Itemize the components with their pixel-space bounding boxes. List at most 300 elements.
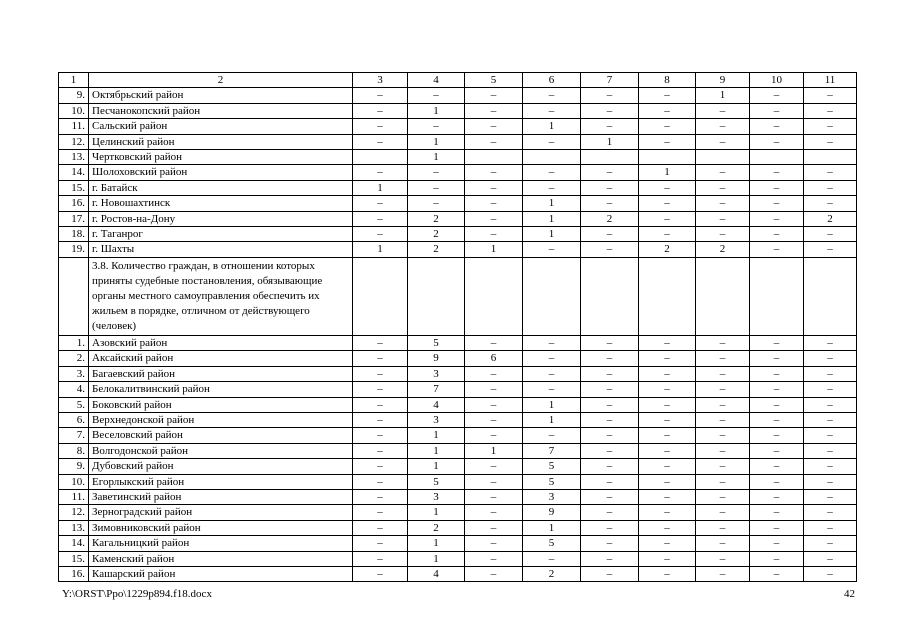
- value-cell: –: [696, 443, 750, 458]
- value-cell: [696, 150, 750, 165]
- value-cell: 2: [408, 242, 465, 257]
- value-cell: –: [639, 382, 696, 397]
- value-cell: –: [696, 366, 750, 381]
- value-cell: –: [804, 165, 857, 180]
- row-number: 13.: [59, 150, 89, 165]
- value-cell: –: [353, 103, 408, 118]
- value-cell: –: [523, 551, 581, 566]
- value-cell: –: [581, 88, 639, 103]
- table-row: [59, 227, 857, 242]
- row-name: Боковский район: [89, 397, 353, 412]
- value-cell: –: [804, 397, 857, 412]
- value-cell: –: [581, 103, 639, 118]
- row-number: [59, 257, 89, 335]
- value-cell: –: [353, 335, 408, 350]
- value-cell: 3: [408, 412, 465, 427]
- table-row: [59, 412, 857, 427]
- row-name: Целинский район: [89, 134, 353, 149]
- value-cell: –: [465, 536, 523, 551]
- value-cell: 1: [353, 242, 408, 257]
- value-cell: –: [581, 180, 639, 195]
- value-cell: –: [353, 489, 408, 504]
- value-cell: –: [696, 397, 750, 412]
- value-cell: –: [750, 88, 804, 103]
- value-cell: [581, 150, 639, 165]
- value-cell: –: [581, 459, 639, 474]
- table-row: [59, 211, 857, 226]
- value-cell: –: [639, 474, 696, 489]
- value-cell: [639, 150, 696, 165]
- value-cell: –: [639, 536, 696, 551]
- value-cell: –: [639, 489, 696, 504]
- value-cell: –: [465, 505, 523, 520]
- value-cell: –: [750, 474, 804, 489]
- value-cell: –: [353, 382, 408, 397]
- column-number: 10: [750, 73, 804, 88]
- value-cell: –: [353, 505, 408, 520]
- value-cell: –: [465, 103, 523, 118]
- value-cell: –: [581, 489, 639, 504]
- value-cell: –: [523, 382, 581, 397]
- value-cell: –: [465, 335, 523, 350]
- value-cell: –: [750, 505, 804, 520]
- value-cell: –: [465, 211, 523, 226]
- value-cell: [523, 257, 581, 335]
- value-cell: –: [696, 474, 750, 489]
- value-cell: –: [581, 165, 639, 180]
- row-number: 12.: [59, 505, 89, 520]
- value-cell: 1: [408, 150, 465, 165]
- value-cell: –: [804, 103, 857, 118]
- value-cell: –: [639, 412, 696, 427]
- row-name: Шолоховский район: [89, 165, 353, 180]
- value-cell: –: [408, 119, 465, 134]
- value-cell: –: [523, 366, 581, 381]
- value-cell: 1: [408, 134, 465, 149]
- row-name: Егорлыкский район: [89, 474, 353, 489]
- table-row: [59, 366, 857, 381]
- section-title: 3.8. Количество граждан, в отношении которых приняты судебные постановления, обязывающие органы местного самоуправления обеспечить их жильем в порядке, отличном от действующего (человек): [89, 257, 353, 335]
- value-cell: 1: [523, 412, 581, 427]
- row-number: 9.: [59, 459, 89, 474]
- row-name: г. Таганрог: [89, 227, 353, 242]
- value-cell: –: [804, 366, 857, 381]
- section-heading-row: [59, 257, 857, 335]
- value-cell: –: [804, 134, 857, 149]
- row-number: 12.: [59, 134, 89, 149]
- value-cell: 1: [523, 211, 581, 226]
- value-cell: –: [465, 551, 523, 566]
- value-cell: –: [581, 520, 639, 535]
- value-cell: –: [581, 474, 639, 489]
- value-cell: –: [581, 227, 639, 242]
- value-cell: –: [581, 536, 639, 551]
- value-cell: –: [696, 180, 750, 195]
- value-cell: [804, 150, 857, 165]
- value-cell: –: [581, 196, 639, 211]
- value-cell: –: [696, 382, 750, 397]
- value-cell: –: [696, 551, 750, 566]
- value-cell: –: [696, 489, 750, 504]
- value-cell: –: [353, 119, 408, 134]
- value-cell: –: [353, 566, 408, 581]
- value-cell: 1: [523, 119, 581, 134]
- column-number: 2: [89, 73, 353, 88]
- value-cell: [408, 257, 465, 335]
- value-cell: –: [523, 165, 581, 180]
- row-number: 4.: [59, 382, 89, 397]
- value-cell: –: [696, 351, 750, 366]
- value-cell: –: [581, 382, 639, 397]
- table-row: [59, 397, 857, 412]
- value-cell: –: [750, 566, 804, 581]
- value-cell: –: [804, 382, 857, 397]
- value-cell: –: [639, 366, 696, 381]
- value-cell: –: [750, 242, 804, 257]
- value-cell: 5: [523, 474, 581, 489]
- value-cell: –: [581, 397, 639, 412]
- value-cell: –: [353, 551, 408, 566]
- value-cell: –: [581, 505, 639, 520]
- row-number: 10.: [59, 103, 89, 118]
- value-cell: –: [465, 474, 523, 489]
- column-number: 4: [408, 73, 465, 88]
- value-cell: –: [523, 88, 581, 103]
- row-name: Верхнедонской район: [89, 412, 353, 427]
- value-cell: –: [804, 412, 857, 427]
- row-number: 15.: [59, 180, 89, 195]
- row-number: 2.: [59, 351, 89, 366]
- value-cell: –: [750, 443, 804, 458]
- value-cell: –: [581, 412, 639, 427]
- table-row: [59, 242, 857, 257]
- value-cell: 2: [408, 227, 465, 242]
- value-cell: –: [696, 428, 750, 443]
- value-cell: 4: [408, 566, 465, 581]
- value-cell: –: [696, 165, 750, 180]
- value-cell: –: [750, 412, 804, 427]
- table-row: [59, 150, 857, 165]
- table-row: [59, 536, 857, 551]
- value-cell: –: [353, 196, 408, 211]
- value-cell: 2: [696, 242, 750, 257]
- value-cell: –: [750, 397, 804, 412]
- value-cell: [353, 257, 408, 335]
- table-row: [59, 505, 857, 520]
- table-row: [59, 165, 857, 180]
- value-cell: –: [523, 103, 581, 118]
- table-body: [59, 73, 857, 582]
- value-cell: –: [750, 196, 804, 211]
- value-cell: –: [750, 211, 804, 226]
- value-cell: –: [696, 459, 750, 474]
- row-name: Азовский район: [89, 335, 353, 350]
- row-number: 19.: [59, 242, 89, 257]
- column-number: 1: [59, 73, 89, 88]
- value-cell: –: [696, 227, 750, 242]
- column-number: 9: [696, 73, 750, 88]
- table-row: [59, 459, 857, 474]
- row-number: 17.: [59, 211, 89, 226]
- value-cell: –: [581, 566, 639, 581]
- table-row: [59, 566, 857, 581]
- value-cell: 4: [408, 397, 465, 412]
- row-name: г. Батайск: [89, 180, 353, 195]
- value-cell: –: [408, 165, 465, 180]
- row-number: 13.: [59, 520, 89, 535]
- value-cell: –: [465, 489, 523, 504]
- value-cell: 1: [408, 443, 465, 458]
- value-cell: –: [804, 474, 857, 489]
- value-cell: –: [750, 551, 804, 566]
- value-cell: –: [523, 242, 581, 257]
- value-cell: –: [353, 227, 408, 242]
- value-cell: 1: [696, 88, 750, 103]
- value-cell: –: [804, 520, 857, 535]
- value-cell: –: [696, 536, 750, 551]
- table-row: [59, 443, 857, 458]
- row-number: 8.: [59, 443, 89, 458]
- value-cell: –: [639, 459, 696, 474]
- value-cell: –: [465, 397, 523, 412]
- value-cell: –: [804, 180, 857, 195]
- row-number: 1.: [59, 335, 89, 350]
- value-cell: –: [804, 505, 857, 520]
- row-number: 15.: [59, 551, 89, 566]
- value-cell: –: [408, 180, 465, 195]
- column-number: 5: [465, 73, 523, 88]
- value-cell: 1: [408, 536, 465, 551]
- value-cell: [465, 150, 523, 165]
- value-cell: 1: [523, 196, 581, 211]
- row-name: Аксайский район: [89, 351, 353, 366]
- value-cell: –: [750, 520, 804, 535]
- value-cell: –: [639, 397, 696, 412]
- value-cell: 7: [523, 443, 581, 458]
- row-name: г. Новошахтинск: [89, 196, 353, 211]
- value-cell: –: [353, 459, 408, 474]
- value-cell: –: [465, 196, 523, 211]
- value-cell: –: [353, 397, 408, 412]
- value-cell: –: [465, 134, 523, 149]
- value-cell: –: [465, 520, 523, 535]
- value-cell: [696, 257, 750, 335]
- table-row: [59, 489, 857, 504]
- value-cell: –: [408, 88, 465, 103]
- value-cell: –: [639, 211, 696, 226]
- value-cell: –: [465, 566, 523, 581]
- value-cell: 5: [523, 536, 581, 551]
- value-cell: –: [804, 551, 857, 566]
- value-cell: –: [750, 536, 804, 551]
- value-cell: –: [804, 459, 857, 474]
- value-cell: –: [750, 227, 804, 242]
- value-cell: 1: [408, 103, 465, 118]
- value-cell: –: [581, 119, 639, 134]
- row-number: 3.: [59, 366, 89, 381]
- value-cell: –: [523, 428, 581, 443]
- value-cell: 3: [523, 489, 581, 504]
- value-cell: 2: [408, 211, 465, 226]
- value-cell: [465, 257, 523, 335]
- table-row: [59, 351, 857, 366]
- value-cell: –: [465, 412, 523, 427]
- value-cell: –: [353, 211, 408, 226]
- value-cell: [523, 150, 581, 165]
- value-cell: 1: [465, 443, 523, 458]
- row-name: г. Шахты: [89, 242, 353, 257]
- value-cell: –: [523, 351, 581, 366]
- value-cell: 5: [408, 335, 465, 350]
- row-number: 5.: [59, 397, 89, 412]
- value-cell: –: [804, 536, 857, 551]
- value-cell: [353, 150, 408, 165]
- value-cell: –: [353, 88, 408, 103]
- value-cell: 1: [523, 397, 581, 412]
- row-name: Заветинский район: [89, 489, 353, 504]
- value-cell: 2: [804, 211, 857, 226]
- row-name: Октябрьский район: [89, 88, 353, 103]
- table-row: [59, 551, 857, 566]
- value-cell: –: [696, 505, 750, 520]
- column-number: 11: [804, 73, 857, 88]
- value-cell: –: [639, 520, 696, 535]
- value-cell: –: [353, 351, 408, 366]
- row-number: 11.: [59, 119, 89, 134]
- table-row: [59, 520, 857, 535]
- value-cell: 9: [408, 351, 465, 366]
- value-cell: –: [353, 165, 408, 180]
- row-number: 14.: [59, 165, 89, 180]
- value-cell: –: [750, 119, 804, 134]
- value-cell: –: [581, 335, 639, 350]
- value-cell: –: [581, 443, 639, 458]
- value-cell: –: [581, 351, 639, 366]
- row-name: Волгодонской район: [89, 443, 353, 458]
- statistics-table: [58, 72, 857, 582]
- value-cell: –: [523, 335, 581, 350]
- value-cell: –: [750, 489, 804, 504]
- value-cell: –: [804, 88, 857, 103]
- value-cell: –: [696, 196, 750, 211]
- value-cell: 1: [408, 428, 465, 443]
- row-name: Зимовниковский район: [89, 520, 353, 535]
- value-cell: –: [465, 459, 523, 474]
- value-cell: 2: [523, 566, 581, 581]
- value-cell: –: [639, 196, 696, 211]
- value-cell: –: [804, 119, 857, 134]
- row-name: Кагальницкий район: [89, 536, 353, 551]
- row-number: 10.: [59, 474, 89, 489]
- value-cell: 5: [523, 459, 581, 474]
- row-name: г. Ростов-на-Дону: [89, 211, 353, 226]
- value-cell: –: [465, 88, 523, 103]
- value-cell: 1: [353, 180, 408, 195]
- value-cell: –: [639, 180, 696, 195]
- value-cell: [804, 257, 857, 335]
- value-cell: –: [750, 165, 804, 180]
- value-cell: –: [804, 489, 857, 504]
- value-cell: –: [639, 227, 696, 242]
- value-cell: –: [465, 428, 523, 443]
- value-cell: 2: [581, 211, 639, 226]
- value-cell: 1: [465, 242, 523, 257]
- value-cell: 3: [408, 489, 465, 504]
- column-number: 8: [639, 73, 696, 88]
- row-number: 9.: [59, 88, 89, 103]
- row-name: Каменский район: [89, 551, 353, 566]
- value-cell: 1: [639, 165, 696, 180]
- value-cell: –: [750, 103, 804, 118]
- value-cell: –: [353, 412, 408, 427]
- value-cell: –: [639, 134, 696, 149]
- value-cell: –: [353, 366, 408, 381]
- value-cell: [581, 257, 639, 335]
- table-row: [59, 335, 857, 350]
- table-row: [59, 382, 857, 397]
- row-number: 18.: [59, 227, 89, 242]
- table-row: [59, 88, 857, 103]
- value-cell: –: [696, 134, 750, 149]
- value-cell: –: [639, 566, 696, 581]
- value-cell: 9: [523, 505, 581, 520]
- value-cell: –: [465, 165, 523, 180]
- value-cell: –: [639, 443, 696, 458]
- value-cell: –: [581, 366, 639, 381]
- value-cell: [750, 150, 804, 165]
- value-cell: 2: [639, 242, 696, 257]
- value-cell: –: [696, 211, 750, 226]
- table-row: [59, 428, 857, 443]
- table-row: [59, 119, 857, 134]
- value-cell: 3: [408, 366, 465, 381]
- value-cell: –: [465, 382, 523, 397]
- row-name: Песчанокопский район: [89, 103, 353, 118]
- value-cell: –: [523, 180, 581, 195]
- row-number: 6.: [59, 412, 89, 427]
- value-cell: 2: [408, 520, 465, 535]
- footer-page-number: 42: [844, 588, 855, 600]
- value-cell: –: [353, 520, 408, 535]
- value-cell: –: [353, 428, 408, 443]
- row-number: 14.: [59, 536, 89, 551]
- value-cell: –: [750, 134, 804, 149]
- value-cell: –: [581, 242, 639, 257]
- value-cell: –: [750, 459, 804, 474]
- row-name: Кашарский район: [89, 566, 353, 581]
- value-cell: 6: [465, 351, 523, 366]
- value-cell: 1: [408, 505, 465, 520]
- row-name: Белокалитвинский район: [89, 382, 353, 397]
- column-number: 6: [523, 73, 581, 88]
- value-cell: –: [639, 351, 696, 366]
- value-cell: –: [804, 428, 857, 443]
- column-number-row: [59, 73, 857, 88]
- value-cell: –: [353, 536, 408, 551]
- value-cell: –: [353, 134, 408, 149]
- value-cell: –: [804, 227, 857, 242]
- value-cell: –: [750, 351, 804, 366]
- row-number: 7.: [59, 428, 89, 443]
- value-cell: –: [581, 428, 639, 443]
- value-cell: –: [523, 134, 581, 149]
- value-cell: 1: [523, 227, 581, 242]
- value-cell: –: [581, 551, 639, 566]
- value-cell: –: [750, 382, 804, 397]
- value-cell: [639, 257, 696, 335]
- value-cell: –: [750, 335, 804, 350]
- row-name: Чертковский район: [89, 150, 353, 165]
